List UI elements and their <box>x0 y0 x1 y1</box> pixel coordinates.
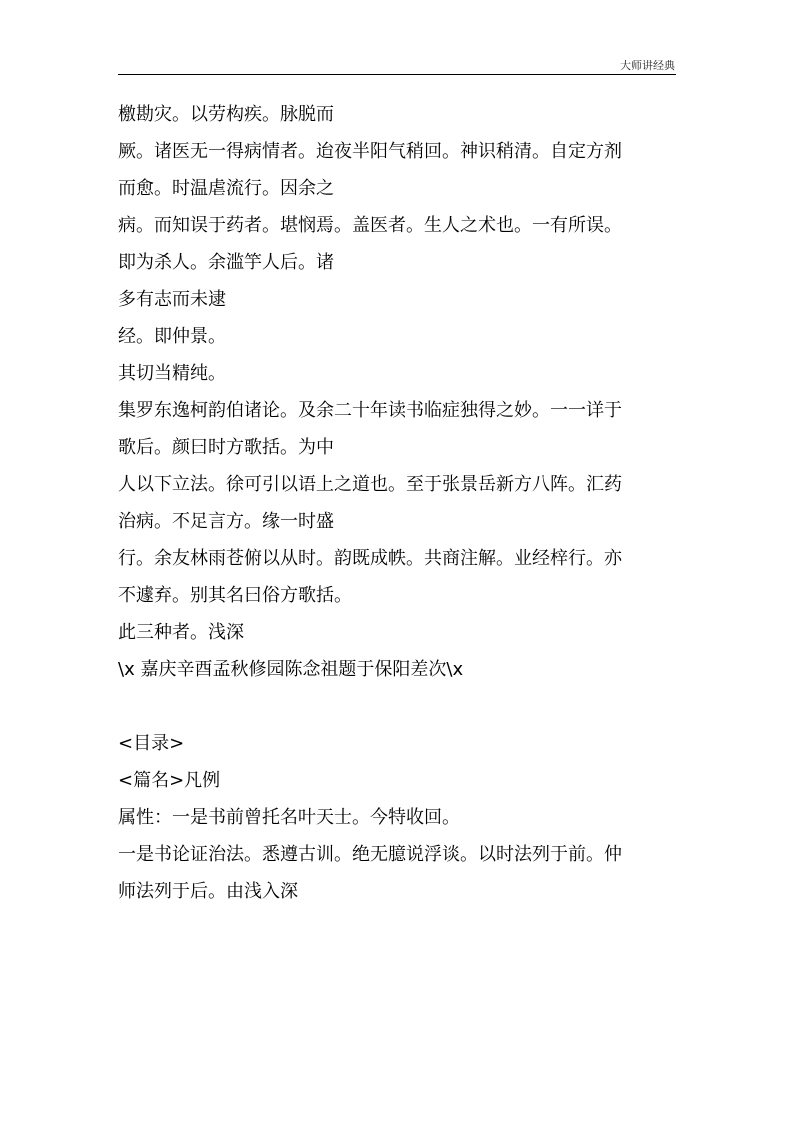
blank-line <box>118 688 683 725</box>
text-line: 属性：一是书前曾托名叶天士。今特收回。 <box>118 807 460 828</box>
text-line: 人以下立法。徐可引以语上之道也。至于张景岳新方八阵。汇药 <box>118 474 622 495</box>
text-line: 经。即仲景。 <box>118 326 226 347</box>
text-line: 治病。不足言方。缘一时盛 <box>118 511 334 532</box>
text-line: 厥。诸医无一得病情者。迨夜半阳气稍回。神识稍清。自定方剂 <box>118 141 622 162</box>
header-rule <box>118 74 676 75</box>
text-line: 集罗东逸柯韵伯诸论。及余二十年读书临症独得之妙。一一详于 <box>118 400 622 421</box>
text-line: 一是书论证治法。悉遵古训。绝无臆说浮谈。以时法列于前。仲 <box>118 844 622 865</box>
text-line: 歌后。颜曰时方歌括。为中 <box>118 437 334 458</box>
section-marker-contents: <目录> <box>118 733 185 754</box>
text-line: 多有志而未逮 <box>118 289 226 310</box>
text-line: 而愈。时温虐流行。因余之 <box>118 178 334 199</box>
text-line: 即为杀人。余滥竽人后。诸 <box>118 252 334 273</box>
text-line: 病。而知误于药者。堪悯焉。盖医者。生人之术也。一有所误。 <box>118 215 622 236</box>
page-header-title: 大师讲经典 <box>620 59 675 72</box>
text-line: 其切当精纯。 <box>118 363 226 384</box>
text-line: 行。余友林雨苍俯以从时。韵既成帙。共商注解。业经梓行。亦 <box>118 548 622 569</box>
text-line: 师法列于后。由浅入深 <box>118 881 298 902</box>
document-body <box>118 96 683 910</box>
text-line: 不遽弃。别其名曰俗方歌括。 <box>118 585 352 606</box>
chapter-title: <篇名>凡例 <box>118 770 221 791</box>
preface-signature: \x 嘉庆辛酉孟秋修园陈念祖题于保阳差次\x <box>118 659 464 680</box>
text-line: 此三种者。浅深 <box>118 622 244 643</box>
text-line: 檄勘灾。以劳构疾。脉脱而 <box>118 104 334 125</box>
